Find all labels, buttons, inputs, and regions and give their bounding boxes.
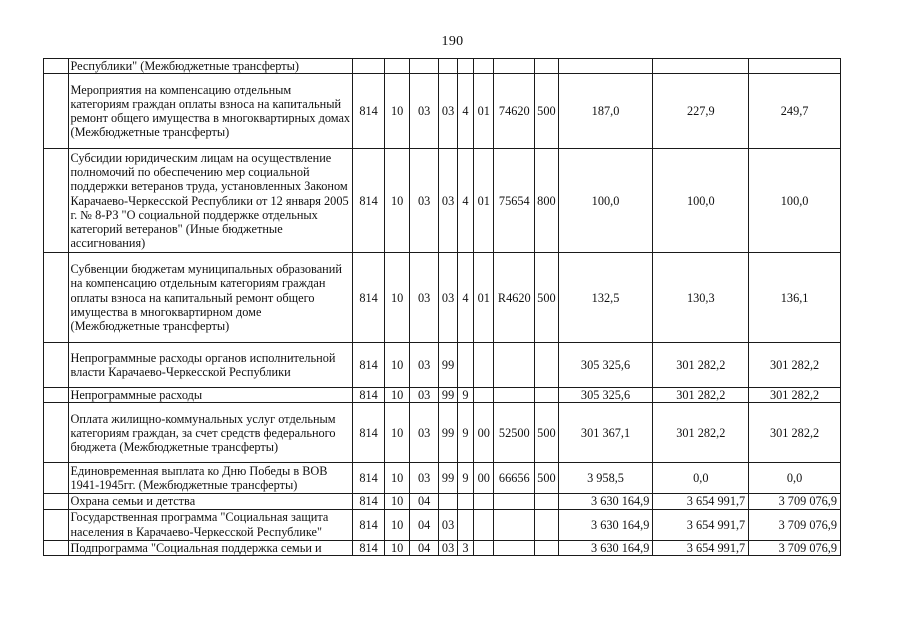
amount-year-3: 136,1 — [749, 253, 841, 343]
row-margin-cell — [44, 494, 69, 509]
code-program: 03 — [439, 509, 457, 540]
code-direction: 52500 — [494, 403, 535, 463]
code-subprogram: 9 — [457, 463, 473, 494]
code-section: 10 — [385, 388, 409, 403]
code-event — [474, 540, 494, 555]
amount-year-3: 3 709 076,9 — [749, 494, 841, 509]
code-section: 10 — [385, 343, 409, 388]
code-expense-type: 500 — [535, 253, 558, 343]
row-description: Непрограммные расходы — [69, 388, 352, 403]
code-section: 10 — [385, 509, 409, 540]
code-subprogram: 4 — [457, 149, 473, 253]
code-direction — [494, 509, 535, 540]
code-section: 10 — [385, 149, 409, 253]
table-row — [44, 494, 841, 509]
code-section: 10 — [385, 540, 409, 555]
code-expense-type — [535, 59, 558, 74]
amount-year-1: 132,5 — [558, 253, 653, 343]
code-event — [474, 494, 494, 509]
row-description: Единовременная выплата ко Дню Победы в ВОВ 1941-1945гг. (Межбюджетные трансферты) — [69, 463, 352, 494]
table-row — [44, 343, 841, 388]
table-row — [44, 59, 841, 74]
row-margin-cell — [44, 388, 69, 403]
row-margin-cell — [44, 403, 69, 463]
code-program: 03 — [439, 149, 457, 253]
code-event: 01 — [474, 253, 494, 343]
code-ministry: 814 — [352, 388, 385, 403]
code-direction — [494, 343, 535, 388]
code-expense-type: 800 — [535, 149, 558, 253]
code-ministry: 814 — [352, 74, 385, 149]
amount-year-3: 3 709 076,9 — [749, 540, 841, 555]
code-program — [439, 59, 457, 74]
table-row — [44, 74, 841, 149]
code-program: 03 — [439, 540, 457, 555]
code-subprogram — [457, 509, 473, 540]
code-section: 10 — [385, 403, 409, 463]
amount-year-3 — [749, 59, 841, 74]
amount-year-2: 0,0 — [653, 463, 749, 494]
amount-year-2: 3 654 991,7 — [653, 494, 749, 509]
code-event: 00 — [474, 463, 494, 494]
code-subsection: 03 — [409, 343, 439, 388]
code-expense-type: 500 — [535, 463, 558, 494]
code-expense-type: 500 — [535, 403, 558, 463]
budget-table — [43, 58, 841, 556]
code-event: 00 — [474, 403, 494, 463]
code-subsection: 04 — [409, 540, 439, 555]
amount-year-3: 301 282,2 — [749, 343, 841, 388]
amount-year-2: 130,3 — [653, 253, 749, 343]
code-section: 10 — [385, 463, 409, 494]
row-description: Подпрограмма "Социальная поддержка семьи и — [69, 540, 352, 555]
code-event: 01 — [474, 74, 494, 149]
code-subsection: 03 — [409, 463, 439, 494]
code-expense-type — [535, 540, 558, 555]
code-ministry: 814 — [352, 253, 385, 343]
code-subprogram: 9 — [457, 403, 473, 463]
code-direction — [494, 388, 535, 403]
code-ministry — [352, 59, 385, 74]
amount-year-1: 3 958,5 — [558, 463, 653, 494]
row-description: Государственная программа "Социальная защита населения в Карачаево-Черкесской Республике" — [69, 509, 352, 540]
code-event — [474, 509, 494, 540]
row-description: Мероприятия на компенсацию отдельным категориям граждан оплаты взноса на капитальный ремонт общего имущества в многоквартирных домах (Межбюджетные трансферты) — [69, 74, 352, 149]
row-margin-cell — [44, 74, 69, 149]
code-direction: 66656 — [494, 463, 535, 494]
row-description: Оплата жилищно-коммунальных услуг отдельным категориям граждан, за счет средств федерального бюджета (Межбюджетные трансферты) — [69, 403, 352, 463]
code-expense-type — [535, 388, 558, 403]
code-subsection: 03 — [409, 149, 439, 253]
row-margin-cell — [44, 343, 69, 388]
code-ministry: 814 — [352, 463, 385, 494]
code-program — [439, 494, 457, 509]
amount-year-2 — [653, 59, 749, 74]
amount-year-2: 100,0 — [653, 149, 749, 253]
code-expense-type — [535, 494, 558, 509]
amount-year-2: 301 282,2 — [653, 403, 749, 463]
amount-year-1: 3 630 164,9 — [558, 509, 653, 540]
amount-year-1: 187,0 — [558, 74, 653, 149]
row-description: Республики" (Межбюджетные трансферты) — [69, 59, 352, 74]
code-expense-type: 500 — [535, 74, 558, 149]
amount-year-2: 3 654 991,7 — [653, 540, 749, 555]
code-subsection: 03 — [409, 253, 439, 343]
code-section — [385, 59, 409, 74]
code-direction — [494, 540, 535, 555]
amount-year-1: 301 367,1 — [558, 403, 653, 463]
table-row — [44, 253, 841, 343]
code-event — [474, 59, 494, 74]
code-program: 03 — [439, 74, 457, 149]
code-section: 10 — [385, 253, 409, 343]
code-event — [474, 343, 494, 388]
code-program: 99 — [439, 343, 457, 388]
table-row — [44, 463, 841, 494]
row-description: Субсидии юридическим лицам на осуществление полномочий по обеспечению мер социальной поддержки ветеранов труда, установленных Законом Карачаево-Черкесской Республики от 12 января 2005 г. № 8-РЗ "О социальной поддержке отдельных категорий ветеранов" (Иные бюджетные ассигнования) — [69, 149, 352, 253]
amount-year-3: 0,0 — [749, 463, 841, 494]
amount-year-1: 3 630 164,9 — [558, 494, 653, 509]
code-program: 03 — [439, 253, 457, 343]
amount-year-3: 301 282,2 — [749, 388, 841, 403]
code-subprogram: 4 — [457, 253, 473, 343]
code-event — [474, 388, 494, 403]
amount-year-2: 301 282,2 — [653, 388, 749, 403]
code-direction: R4620 — [494, 253, 535, 343]
table-row — [44, 509, 841, 540]
amount-year-1 — [558, 59, 653, 74]
code-subprogram: 3 — [457, 540, 473, 555]
table-row — [44, 403, 841, 463]
amount-year-1: 305 325,6 — [558, 343, 653, 388]
row-description: Субвенции бюджетам муниципальных образований на компенсацию отдельным категориям граждан оплаты взноса на капитальный ремонт общего имущества в многоквартирном доме (Межбюджетные трансферты) — [69, 253, 352, 343]
amount-year-1: 3 630 164,9 — [558, 540, 653, 555]
code-ministry: 814 — [352, 149, 385, 253]
row-margin-cell — [44, 149, 69, 253]
code-subprogram: 9 — [457, 388, 473, 403]
amount-year-3: 301 282,2 — [749, 403, 841, 463]
code-direction: 75654 — [494, 149, 535, 253]
code-direction — [494, 494, 535, 509]
code-section: 10 — [385, 74, 409, 149]
code-subsection: 04 — [409, 509, 439, 540]
code-event: 01 — [474, 149, 494, 253]
code-subprogram — [457, 494, 473, 509]
code-subprogram — [457, 59, 473, 74]
amount-year-1: 100,0 — [558, 149, 653, 253]
row-description: Непрограммные расходы органов исполнительной власти Карачаево-Черкесской Республики — [69, 343, 352, 388]
code-program: 99 — [439, 388, 457, 403]
code-direction — [494, 59, 535, 74]
table-row — [44, 388, 841, 403]
page-number: 190 — [441, 34, 464, 49]
code-ministry: 814 — [352, 540, 385, 555]
code-section: 10 — [385, 494, 409, 509]
code-program: 99 — [439, 463, 457, 494]
code-subprogram: 4 — [457, 74, 473, 149]
code-direction: 74620 — [494, 74, 535, 149]
row-margin-cell — [44, 509, 69, 540]
code-expense-type — [535, 509, 558, 540]
amount-year-3: 100,0 — [749, 149, 841, 253]
amount-year-3: 249,7 — [749, 74, 841, 149]
amount-year-1: 305 325,6 — [558, 388, 653, 403]
amount-year-2: 301 282,2 — [653, 343, 749, 388]
row-description: Охрана семьи и детства — [69, 494, 352, 509]
code-subsection: 03 — [409, 388, 439, 403]
row-margin-cell — [44, 463, 69, 494]
code-ministry: 814 — [352, 494, 385, 509]
code-ministry: 814 — [352, 343, 385, 388]
row-margin-cell — [44, 540, 69, 555]
table-row — [44, 149, 841, 253]
amount-year-2: 3 654 991,7 — [653, 509, 749, 540]
row-margin-cell — [44, 253, 69, 343]
code-subsection: 03 — [409, 74, 439, 149]
row-margin-cell — [44, 59, 69, 74]
code-subprogram — [457, 343, 473, 388]
amount-year-2: 227,9 — [653, 74, 749, 149]
table-row — [44, 540, 841, 555]
code-ministry: 814 — [352, 403, 385, 463]
code-expense-type — [535, 343, 558, 388]
code-subsection: 03 — [409, 403, 439, 463]
code-subsection — [409, 59, 439, 74]
code-program: 99 — [439, 403, 457, 463]
amount-year-3: 3 709 076,9 — [749, 509, 841, 540]
code-ministry: 814 — [352, 509, 385, 540]
code-subsection: 04 — [409, 494, 439, 509]
